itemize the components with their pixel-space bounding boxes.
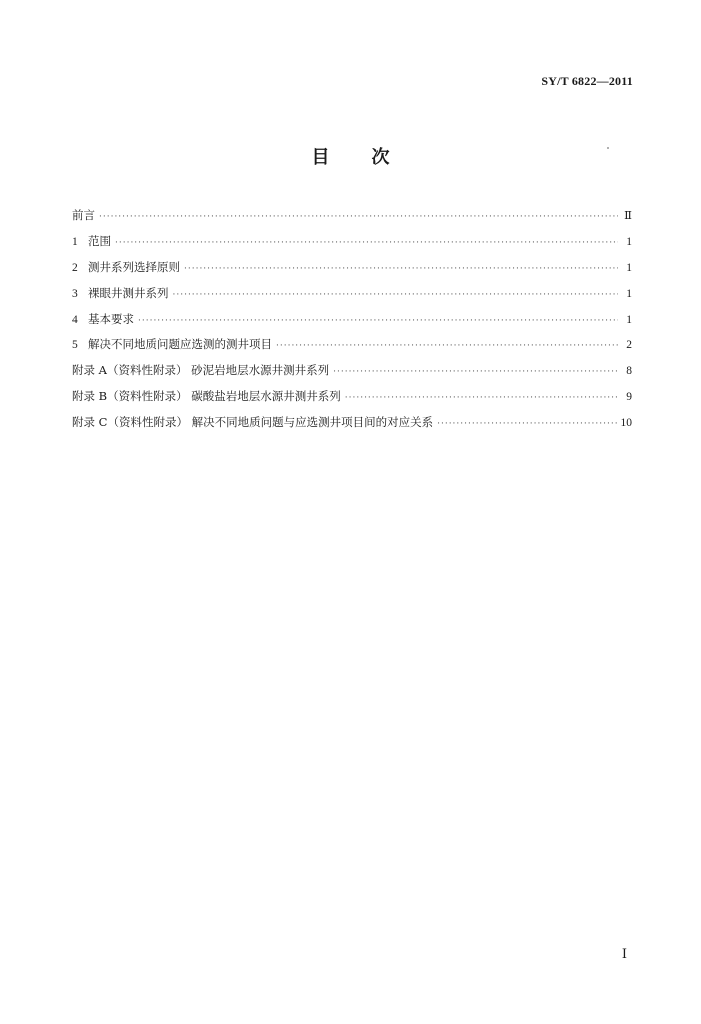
dot-leader xyxy=(184,261,618,277)
toc-entry-appendix-a[interactable] xyxy=(72,362,632,388)
dot-leader xyxy=(276,338,618,354)
toc-entry-number: 5 xyxy=(72,339,78,352)
toc-entry-number: 3 xyxy=(72,287,78,300)
toc-entry-label: 附录 A（资料性附录） 砂泥岩地层水源井测井系列 xyxy=(72,363,330,378)
toc-entry-page: 1 xyxy=(626,235,632,248)
toc-entry-label: 裸眼井测井系列 xyxy=(88,285,169,300)
page-number: Ⅰ xyxy=(621,946,627,961)
dot-leader xyxy=(99,209,618,225)
toc-entry-3[interactable] xyxy=(72,285,632,311)
toc-entry-2[interactable] xyxy=(72,259,632,285)
toc-entry-appendix-b[interactable] xyxy=(72,388,632,414)
toc-entry-page: Ⅱ xyxy=(624,210,632,222)
toc-entry-label: 范围 xyxy=(88,233,111,248)
dot-leader xyxy=(115,235,618,251)
page-title: 目次 xyxy=(311,147,432,168)
toc-entry-number: 2 xyxy=(72,261,78,274)
toc-entry-page: 2 xyxy=(626,339,632,352)
toc-entry-1[interactable] xyxy=(72,233,632,259)
toc-entry-5[interactable] xyxy=(72,336,632,362)
toc-entry-page: 10 xyxy=(620,417,632,430)
toc-entry-label: 前言 xyxy=(72,208,95,222)
toc-entry-4[interactable] xyxy=(72,311,632,337)
toc-entry-number: 1 xyxy=(72,235,78,248)
toc-entry-foreword[interactable] xyxy=(72,207,632,233)
toc-entry-page: 9 xyxy=(626,391,632,404)
toc-entry-label: 附录 B（资料性附录） 碳酸盐岩地层水源井测井系列 xyxy=(72,389,341,404)
toc-entry-page: 1 xyxy=(626,313,632,326)
toc-entry-label: 基本要求 xyxy=(88,311,134,326)
dot-leader xyxy=(437,416,616,432)
dot-leader xyxy=(138,313,618,329)
dot-leader xyxy=(333,364,618,380)
toc-entry-label: 附录 C（资料性附录） 解决不同地质问题与应选测井项目间的对应关系 xyxy=(72,415,434,430)
dot-leader xyxy=(173,287,619,303)
toc-entry-page: 1 xyxy=(626,261,632,274)
toc-entry-page: 8 xyxy=(626,365,632,378)
standard-code: SY/T 6822—2011 xyxy=(541,74,633,88)
dot-leader xyxy=(345,390,618,406)
toc-entry-label: 解决不同地质问题应选测的测井项目 xyxy=(88,337,272,352)
toc-entry-number: 4 xyxy=(72,313,78,326)
toc-entry-page: 1 xyxy=(626,287,632,300)
toc-entry-label: 测井系列选择原则 xyxy=(88,259,180,274)
toc-entry-appendix-c[interactable] xyxy=(72,414,632,440)
table-of-contents xyxy=(72,207,632,440)
